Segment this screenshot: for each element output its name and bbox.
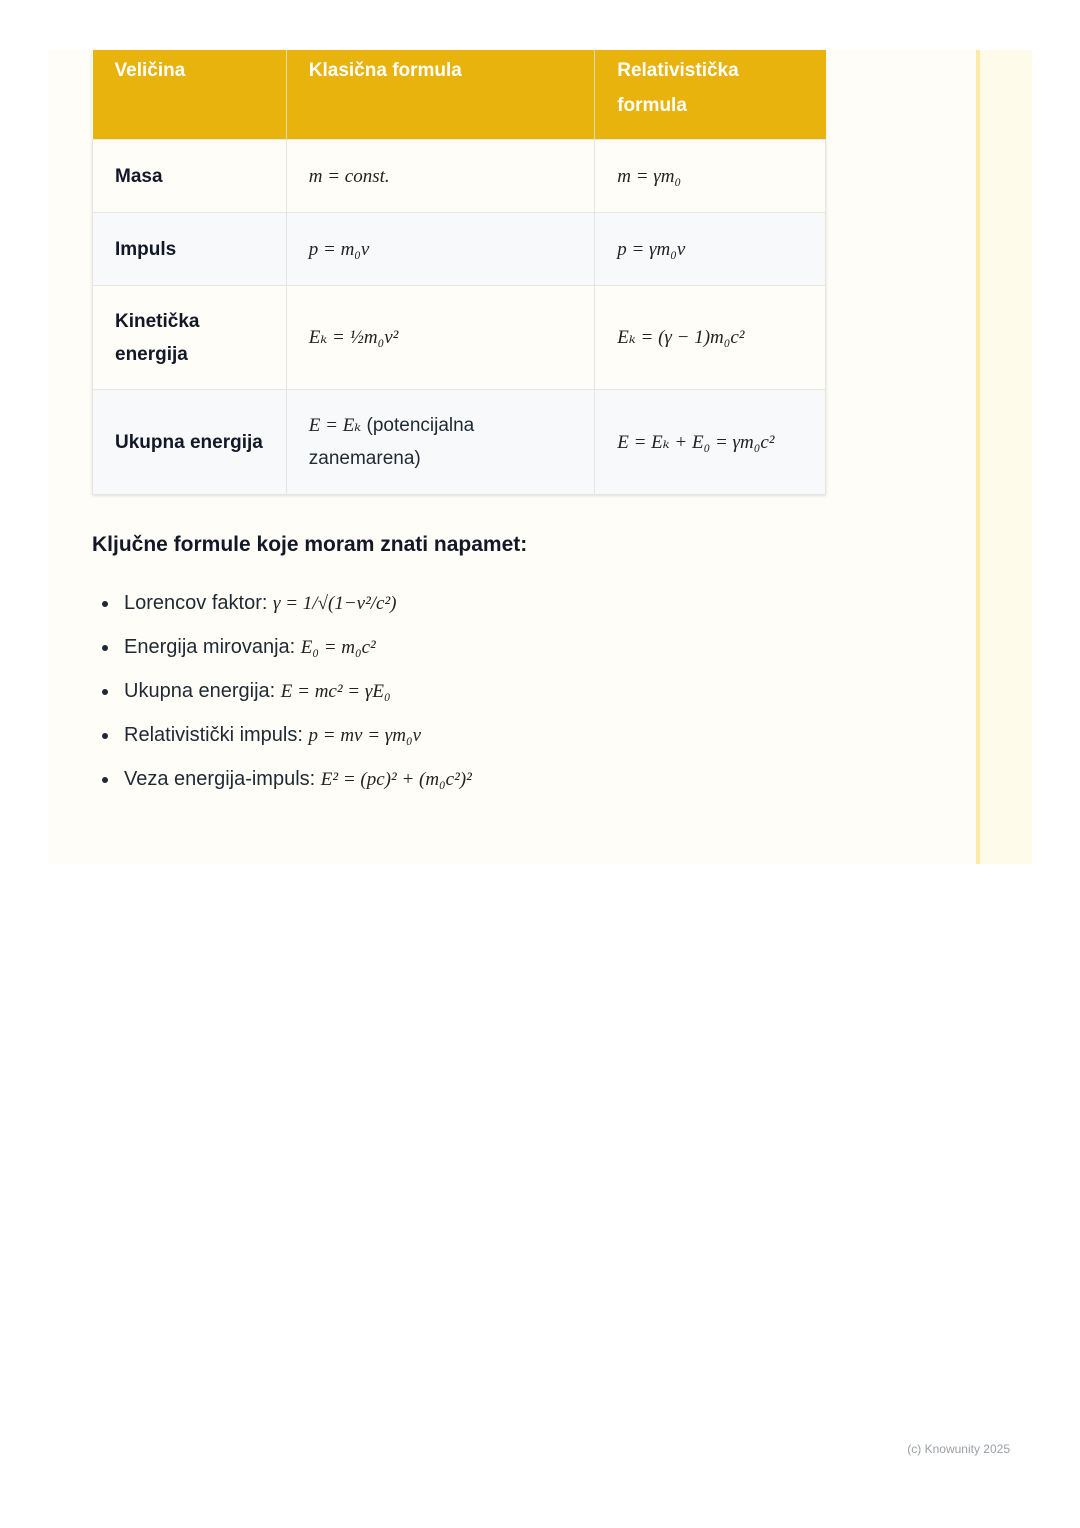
formula: E₀ = m₀c² — [300, 637, 376, 658]
table-row — [93, 286, 826, 390]
list-item — [92, 583, 472, 627]
list-item — [92, 627, 472, 671]
row-label-kinetic-energy: Kinetička energija — [93, 286, 287, 390]
relativistic-mass-formula — [595, 140, 826, 213]
formula-comparison-table — [92, 50, 826, 495]
list-item — [92, 715, 472, 759]
row-label-momentum: Impuls — [93, 213, 287, 286]
item-label: Ukupna energija: — [124, 680, 276, 702]
key-formulas-heading: Ključne formule koje moram znati napamet: — [92, 533, 528, 556]
row-label-total-energy: Ukupna energija — [93, 390, 287, 495]
header-relativistic-formula: Relativistička formula — [595, 50, 826, 140]
formula: Eₖ = ½m₀v² — [308, 327, 399, 348]
formula: E = Eₖ + E₀ = γm₀c² — [617, 431, 775, 453]
formula: p = m₀v — [308, 238, 370, 260]
classic-momentum-formula — [286, 213, 594, 286]
table-row — [93, 213, 826, 286]
header-classic-formula: Klasična formula — [286, 50, 594, 140]
item-label: Lorencov faktor: — [124, 592, 268, 614]
classic-mass-formula — [286, 140, 594, 213]
classic-total-energy-formula — [286, 390, 594, 495]
item-label: Relativistički impuls: — [124, 724, 303, 746]
header-quantity: Veličina — [93, 50, 287, 140]
formula: p = γm₀v — [617, 238, 686, 260]
relativistic-momentum-formula — [595, 213, 826, 286]
formula: Eₖ = (γ − 1)m₀c² — [617, 327, 745, 348]
formula: m = γm₀ — [617, 165, 682, 187]
copyright-footer: (c) Knowunity 2025 — [907, 1442, 1010, 1456]
formula: E² = (pc)² + (m₀c²)² — [320, 769, 472, 790]
item-label: Energija mirovanja: — [124, 636, 296, 658]
formula-note: (potencijalna zanemarena) — [308, 415, 475, 469]
list-item — [92, 759, 472, 803]
relativistic-total-energy-formula — [595, 390, 826, 495]
formula: m = const. — [308, 165, 390, 187]
formula: E = Eₖ — [308, 415, 362, 436]
row-label-mass: Masa — [93, 140, 287, 213]
table-row — [93, 390, 826, 495]
formula: E = mc² = γE₀ — [280, 681, 391, 702]
relativistic-kinetic-energy-formula — [595, 286, 826, 390]
side-accent-bar — [976, 50, 980, 864]
classic-kinetic-energy-formula — [286, 286, 594, 390]
item-label: Veza energija-impuls: — [124, 768, 316, 790]
table-header-row — [93, 50, 826, 140]
table-row — [93, 140, 826, 213]
key-formulas-list — [92, 583, 472, 803]
side-accent-panel — [980, 50, 1032, 864]
list-item — [92, 671, 472, 715]
formula: γ = 1/√(1−v²/c²) — [272, 593, 397, 614]
formula: p = mv = γm₀v — [308, 725, 422, 746]
